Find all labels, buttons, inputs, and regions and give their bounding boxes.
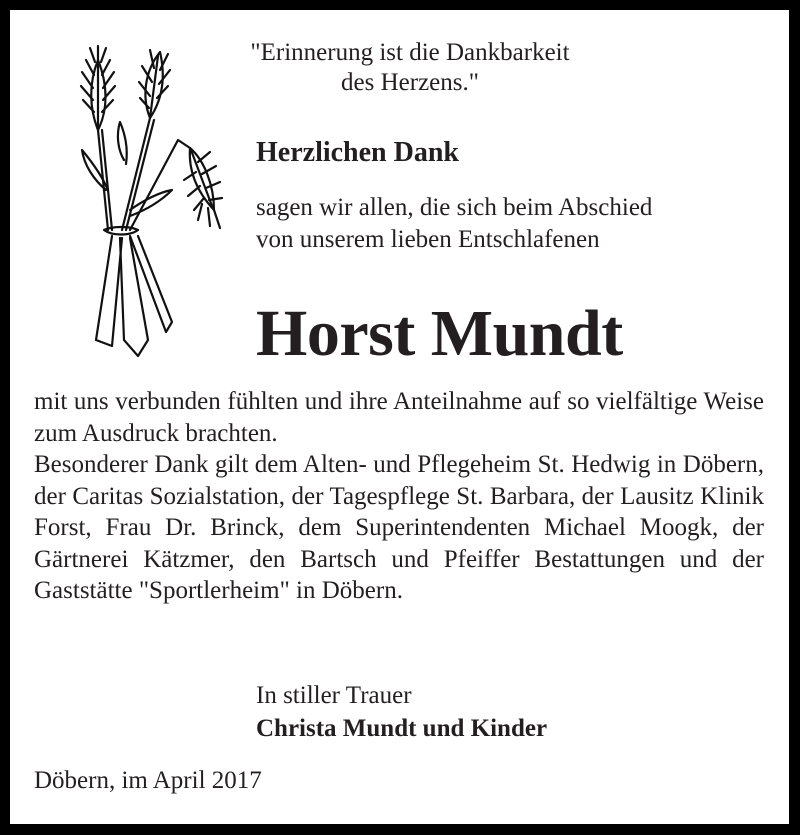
signature-names: Christa Mundt und Kinder [256, 715, 548, 742]
signature-label: In stiller Trauer [256, 682, 412, 709]
wheat-ear-middle-icon [139, 50, 170, 118]
wheat-ear-left-icon [81, 46, 115, 130]
obituary-notice [10, 10, 789, 824]
thanks-heading: Herzlichen Dank [256, 137, 459, 168]
intro-line-1: sagen wir allen, die sich beim Abschied [256, 194, 653, 221]
wheat-bundle-icon [68, 40, 228, 370]
intro-line-2: von unserem lieben Entschlafenen [256, 226, 600, 253]
quote-line-1: "Erinnerung ist die Dankbarkeit [250, 39, 570, 66]
thanks-body [34, 386, 764, 607]
intro-text [256, 192, 652, 256]
quote-line-2: des Herzens." [341, 69, 479, 96]
body-paragraph-2: Besonderer Dank gilt dem Alten- und Pflegeheim St. Hedwig in Döbern, der Caritas Sozialstation, der Tagespflege St. Barbara, der Lausitz Klinik Forst, Frau Dr. Brinck, dem Superintendenten Michael Moogk, der Gärtnerei Kätzmer, den Bartsch und Pfeiffer Bestattungen und der Gaststätte "Sportlerheim" in Döbern. [34, 451, 764, 604]
wheat-ear-right-icon [184, 148, 222, 228]
memorial-quote [240, 38, 580, 98]
body-paragraph-1: mit uns verbunden fühlten und ihre Anteilnahme auf so vielfältige Weise zum Ausdruck brachten. [34, 388, 764, 447]
deceased-name: Horst Mundt [256, 297, 623, 370]
place-date: Döbern, im April 2017 [34, 767, 262, 794]
